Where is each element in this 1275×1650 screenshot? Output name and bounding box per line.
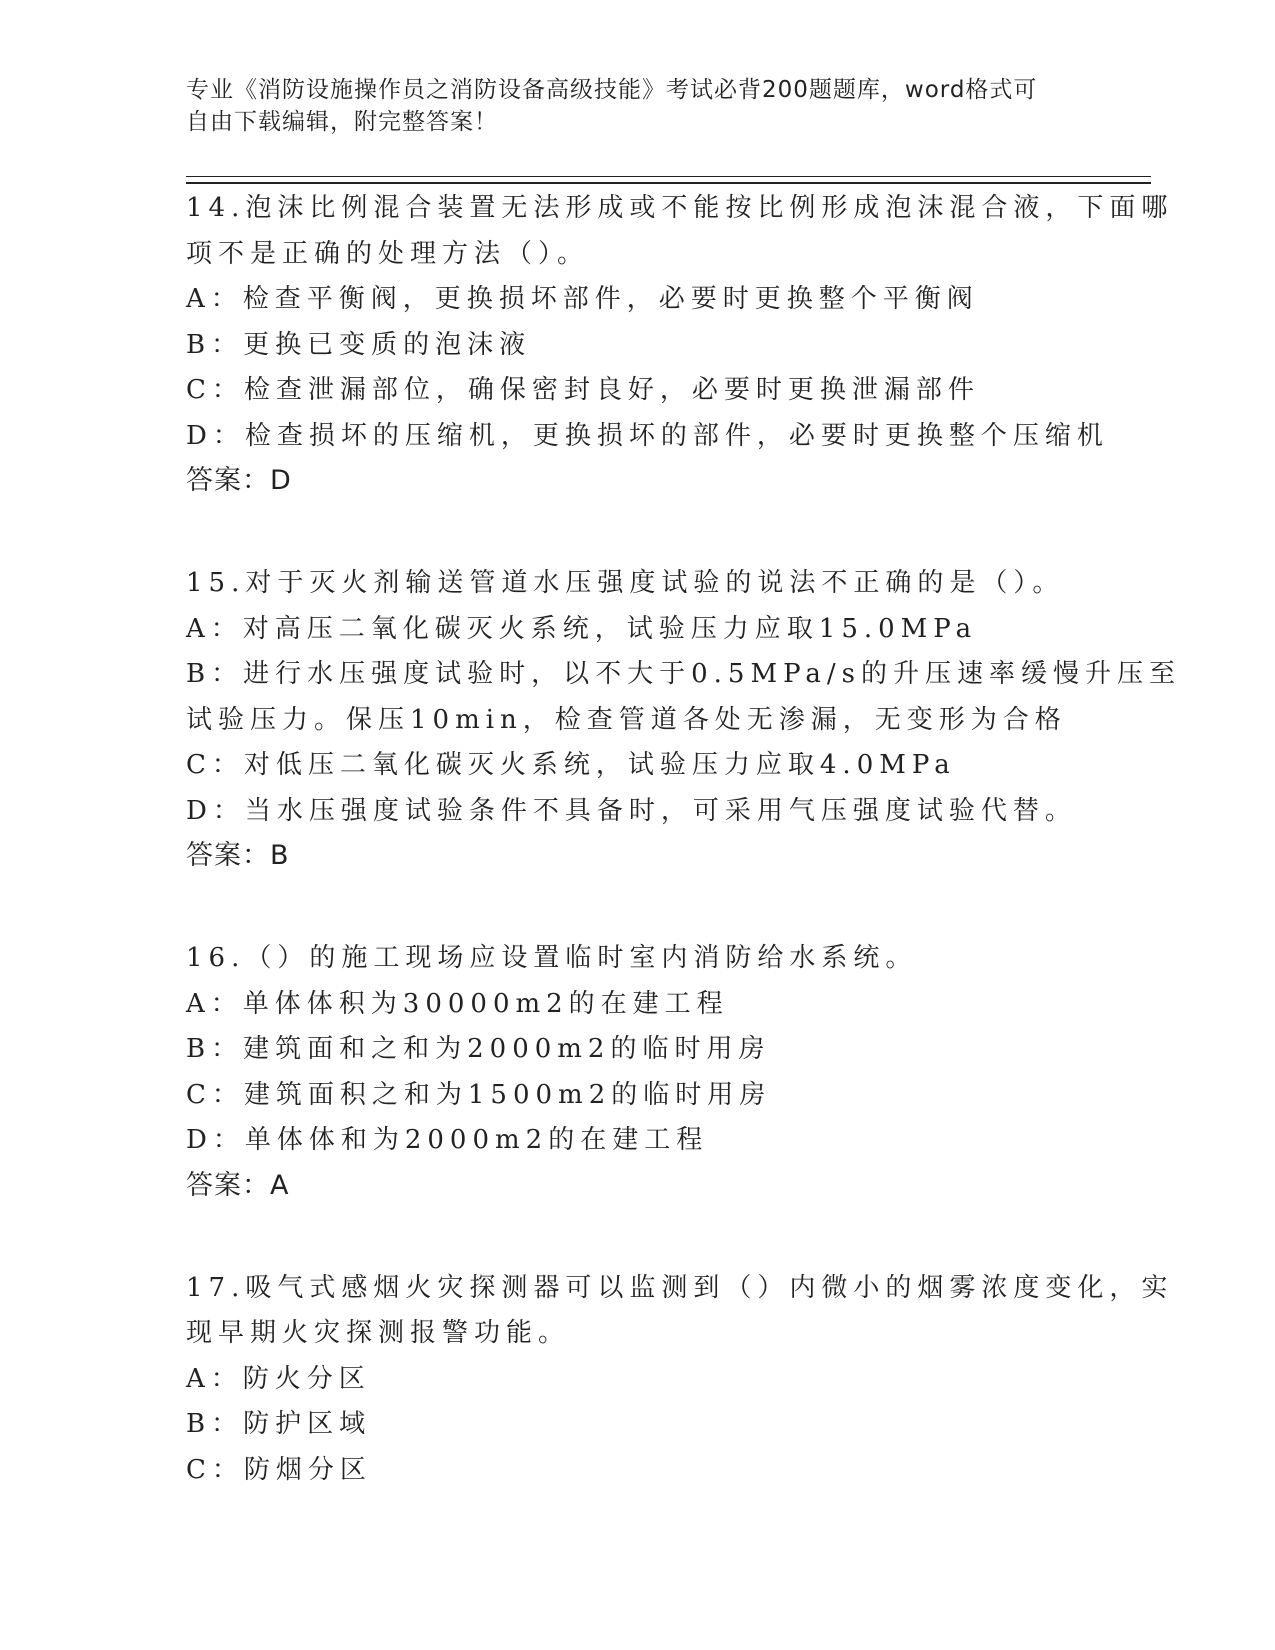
answer-label: 答案：A xyxy=(186,1169,290,1201)
question-block xyxy=(186,1266,1174,1494)
header-divider xyxy=(186,182,1151,184)
question-stem: 现早期火灾探测报警功能。 xyxy=(186,1318,571,1348)
option-d: D：当水压强度试验条件不具备时，可采用气压强度试验代替。 xyxy=(186,795,1077,826)
option-c: C：检查泄漏部位，确保密封良好，必要时更换泄漏部件 xyxy=(186,375,980,405)
option-b: B：防护区域 xyxy=(186,1409,372,1439)
question-stem: 项不是正确的处理方法（）。 xyxy=(186,238,590,269)
answer-label: 答案：B xyxy=(186,840,290,871)
option-a: A：单体体积为30000m2的在建工程 xyxy=(186,988,729,1019)
option-b-continued: 试验压力。保压10min，检查管道各处无渗漏，无变形为合格 xyxy=(186,704,1067,735)
question-block xyxy=(186,936,1146,1208)
header-line: 专业《消防设施操作员之消防设备高级技能》考试必背200题题库，word格式可 xyxy=(186,77,1038,103)
option-b: B：进行水压强度试验时，以不大于0.5MPa/s的升压速率缓慢升压至 xyxy=(186,659,1182,689)
option-b: B：建筑面和之和为2000m2的临时用房 xyxy=(186,1034,771,1064)
answer-label: 答案：D xyxy=(186,465,292,496)
document-header xyxy=(186,74,1086,138)
header-line: 自由下载编辑，附完整答案！ xyxy=(186,109,498,135)
option-c: C：对低压二氧化碳灭火系统，试验压力应取4.0MPa xyxy=(186,750,956,780)
header-divider xyxy=(186,176,1151,177)
question-stem: 17.吸气式感烟火灾探测器可以监测到（）内微小的烟雾浓度变化，实 xyxy=(186,1272,1174,1303)
question-list xyxy=(186,186,1182,1551)
option-c: C：建筑面积之和为1500m2的临时用房 xyxy=(186,1079,772,1110)
option-c: C：防烟分区 xyxy=(186,1454,372,1485)
option-d: D：单体体和为2000m2的在建工程 xyxy=(186,1125,709,1155)
option-a: A：对高压二氧化碳灭火系统，试验压力应取15.0MPa xyxy=(186,613,978,644)
option-a: A：防火分区 xyxy=(186,1363,371,1394)
question-stem: 16.（）的施工现场应设置临时室内消防给水系统。 xyxy=(186,943,918,973)
option-a: A：检查平衡阀，更换损坏部件，必要时更换整个平衡阀 xyxy=(186,284,979,314)
question-block xyxy=(186,561,1182,878)
question-stem: 15.对于灭火剂输送管道水压强度试验的说法不正确的是（）。 xyxy=(186,568,1065,598)
question-block xyxy=(186,186,1174,503)
question-stem: 14.泡沫比例混合装置无法形成或不能按比例形成泡沫混合液，下面哪 xyxy=(186,193,1174,223)
option-d: D：检查损坏的压缩机，更换损坏的部件，必要时更换整个压缩机 xyxy=(186,420,1109,451)
option-b: B：更换已变质的泡沫液 xyxy=(186,329,532,360)
